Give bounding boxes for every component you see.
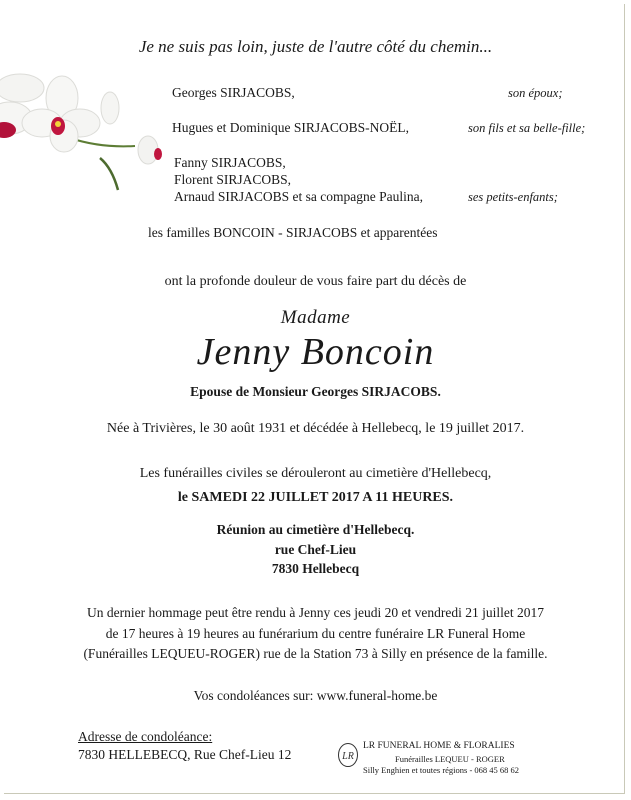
family-member: Arnaud SIRJACOBS et sa compagne Paulina, <box>174 189 423 204</box>
meeting-place: Réunion au cimetière d'Hellebecq. <box>216 522 415 537</box>
deceased-title: Madame <box>280 307 351 328</box>
funeral-home-name: LR FUNERAL HOME & FLORALIES <box>363 741 515 751</box>
tribute-line: (Funérailles LEQUEU-ROGER) rue de la Station 73 à Silly en présence de la famille. <box>83 646 548 661</box>
funeral-info: Les funérailles civiles se dérouleront au cimetière d'Hellebecq, <box>139 466 492 481</box>
opening-quote: Je ne suis pas loin, juste de l'autre côté du chemin... <box>138 37 493 56</box>
address-value: 7830 HELLEBECQ, Rue Chef-Lieu 12 <box>78 747 292 762</box>
funeral-home-logo <box>337 742 359 768</box>
birth-death-dates: Née à Trivières, le 30 août 1931 et décédée à Hellebecq, le 19 juillet 2017. <box>106 421 525 436</box>
announcement-text: ont la profonde douleur de vous faire part du décès de <box>164 274 467 289</box>
tribute-line: Un dernier hommage peut être rendu à Jenny ces jeudi 20 et vendredi 21 juillet 2017 <box>87 605 544 620</box>
deceased-spouse: Epouse de Monsieur Georges SIRJACOBS. <box>190 384 441 399</box>
meeting-town: 7830 Hellebecq <box>271 561 360 576</box>
deceased-name: Jenny Boncoin <box>196 331 435 373</box>
family-member: Georges SIRJACOBS, <box>172 85 295 100</box>
family-relation: son fils et sa belle-fille; <box>468 121 586 135</box>
orchid-illustration <box>0 68 180 198</box>
meeting-street: rue Chef-Lieu <box>274 542 357 557</box>
funeral-date: le SAMEDI 22 JUILLET 2017 A 11 HEURES. <box>177 490 454 505</box>
logo-monogram: LR <box>342 751 354 762</box>
family-relation: ses petits-enfants; <box>468 190 558 204</box>
tribute-line: de 17 heures à 19 heures au funérarium du centre funéraire LR Funeral Home <box>105 626 526 641</box>
family-member: Hugues et Dominique SIRJACOBS-NOËL, <box>172 120 409 135</box>
family-member: les familles BONCOIN - SIRJACOBS et apparentées <box>148 225 438 240</box>
funeral-home-contact: Silly Enghien et toutes régions - 068 45 68 62 <box>363 765 520 775</box>
condolences-website: Vos condoléances sur: www.funeral-home.be <box>193 688 438 703</box>
address-label: Adresse de condoléance: <box>78 729 213 744</box>
funeral-home-subtitle: Funérailles LEQUEU - ROGER <box>395 754 505 764</box>
family-relation: son époux; <box>508 86 563 100</box>
family-member: Florent SIRJACOBS, <box>174 172 292 187</box>
family-member: Fanny SIRJACOBS, <box>174 155 286 170</box>
